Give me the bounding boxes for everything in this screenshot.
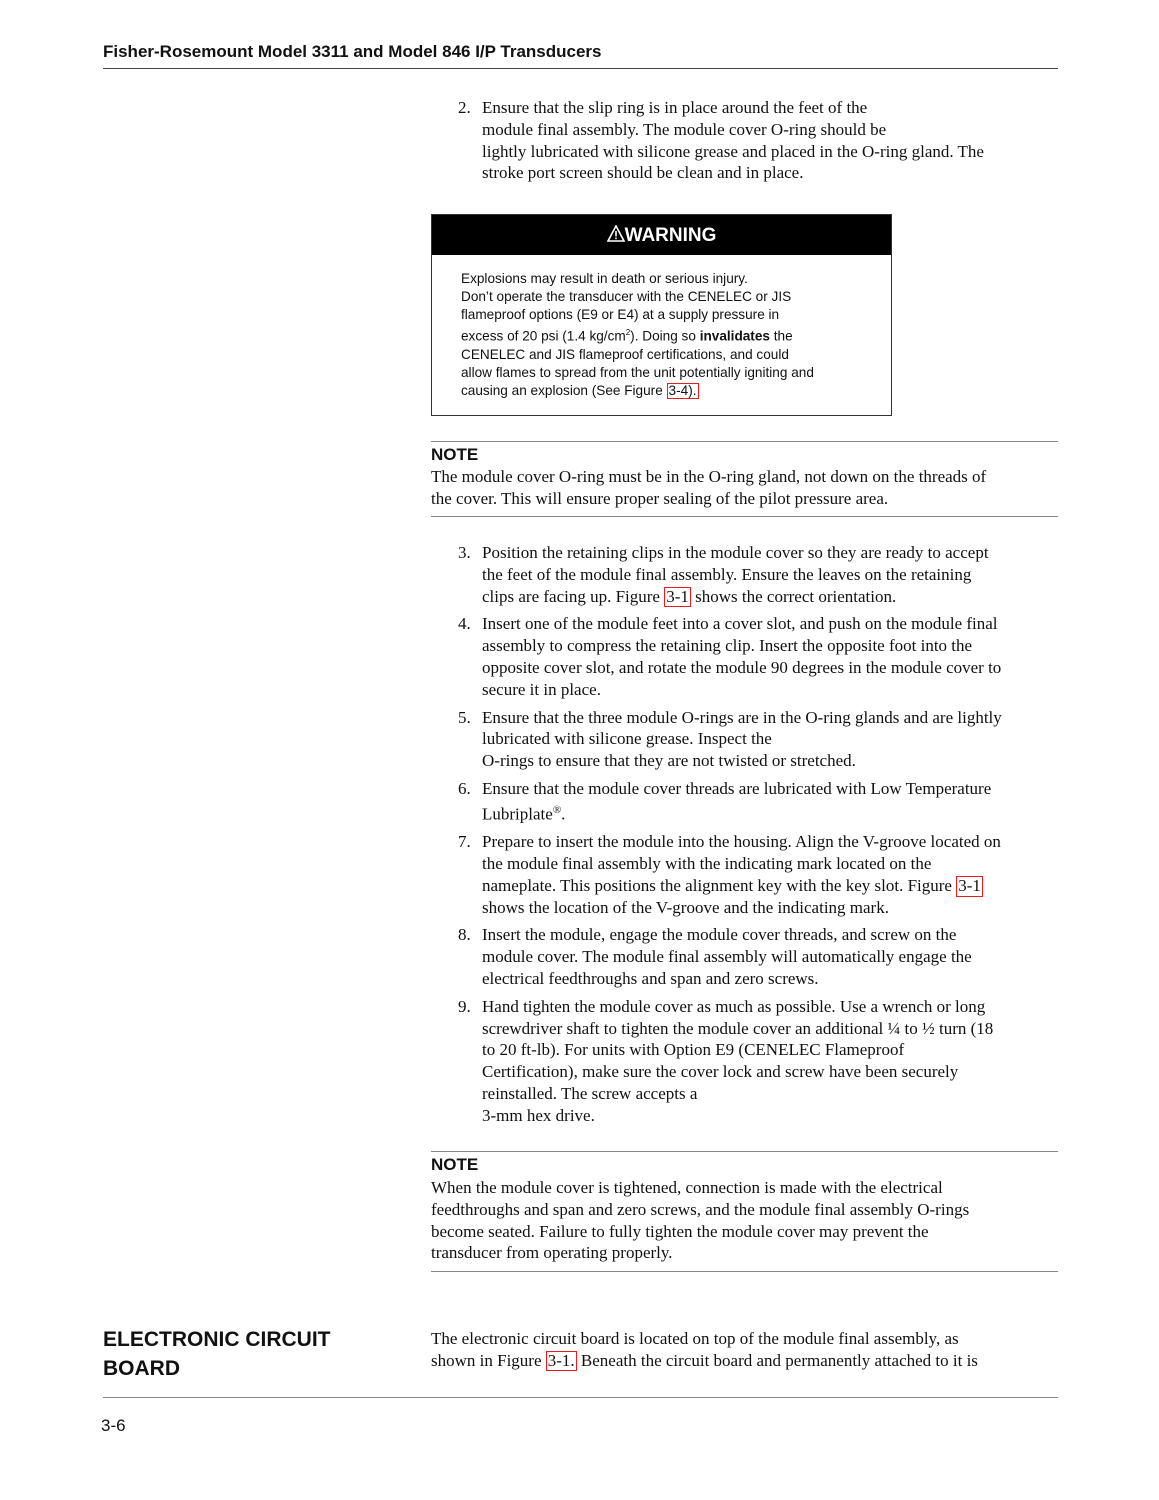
warning-line bbox=[461, 382, 814, 400]
warning-box bbox=[431, 214, 892, 416]
step-text: clips are facing up. Figure bbox=[482, 586, 665, 606]
note-bottom-rule bbox=[431, 516, 1058, 517]
figure-link[interactable]: 3-4). bbox=[668, 382, 697, 398]
note-line: the cover. This will ensure proper sealing of the pilot pressure area. bbox=[431, 488, 889, 508]
note-line: become seated. Failure to fully tighten the module cover may prevent the bbox=[431, 1221, 929, 1241]
note-body bbox=[431, 1177, 1061, 1264]
step-text-line: module final assembly. The module cover O-ring should be bbox=[482, 119, 887, 139]
step-text-line: Prepare to insert the module into the housing. Align the V-groove located on bbox=[482, 832, 1001, 852]
step-number: 4. bbox=[458, 614, 471, 634]
note-label: NOTE bbox=[431, 445, 479, 464]
step-text: . bbox=[561, 804, 566, 824]
note-line: The module cover O-ring must be in the O-ring gland, not down on the threads of bbox=[431, 467, 987, 486]
step-text: nameplate. This positions the alignment key with the key slot. Figure bbox=[482, 875, 957, 895]
step-number: 7. bbox=[458, 832, 471, 852]
figure-link[interactable]: 3-1 bbox=[666, 586, 689, 606]
note-label: NOTE bbox=[431, 1155, 479, 1174]
step-text-line bbox=[482, 586, 1061, 608]
step-text-line: opposite cover slot, and rotate the module 90 degrees in the module cover to bbox=[482, 657, 1002, 677]
section-heading bbox=[103, 1325, 331, 1383]
registered-mark: ® bbox=[552, 803, 562, 816]
warning-line: Explosions may result in death or serious injury. bbox=[461, 271, 748, 286]
body-text: shown in Figure bbox=[431, 1350, 546, 1370]
note-top-rule bbox=[431, 441, 1058, 442]
step-number: 9. bbox=[458, 996, 471, 1016]
step-2 bbox=[431, 97, 1061, 184]
warning-text: ). Doing so bbox=[630, 328, 700, 344]
step-text-line: O-rings to ensure that they are not twisted or stretched. bbox=[482, 751, 856, 771]
note-line: transducer from operating properly. bbox=[431, 1243, 673, 1263]
step-text-line: the feet of the module final assembly. Ensure the leaves on the retaining bbox=[482, 564, 972, 584]
step-text-line: the module final assembly with the indicating mark located on the bbox=[482, 854, 932, 874]
warning-title: WARNING bbox=[624, 225, 717, 246]
footer-rule bbox=[103, 1397, 1058, 1398]
step-number: 6. bbox=[458, 778, 471, 798]
step-text-line: Hand tighten the module cover as much as possible. Use a wrench or long bbox=[482, 996, 986, 1016]
warning-triangle-icon bbox=[607, 225, 625, 242]
warning-text: excess of 20 psi (1.4 kg/cm bbox=[461, 328, 626, 344]
step-text-line: Certification), make sure the cover lock and screw have been securely bbox=[482, 1062, 959, 1082]
page-header-title: Fisher-Rosemount Model 3311 and Model 846 I/P Transducers bbox=[103, 42, 602, 61]
warning-text: causing an explosion (See Figure bbox=[461, 382, 667, 398]
section-body bbox=[431, 1328, 978, 1372]
step-text-line: lightly lubricated with silicone grease and placed in the O-ring gland. The bbox=[482, 141, 984, 161]
warning-line: Don’t operate the transducer with the CENELEC or JIS bbox=[461, 289, 792, 304]
step-text-line: Position the retaining clips in the module cover so they are ready to accept bbox=[482, 543, 989, 562]
step-text-line: Ensure that the slip ring is in place around the feet of the bbox=[482, 98, 868, 117]
step-text-line: lubricated with silicone grease. Inspect the bbox=[482, 729, 772, 749]
warning-line: allow flames to spread from the unit potentially igniting and bbox=[461, 364, 814, 380]
steps-list bbox=[431, 542, 1061, 1133]
step-text-line: shows the location of the V-groove and the indicating mark. bbox=[482, 897, 889, 917]
body-text: Beneath the circuit board and permanently attached to it is bbox=[576, 1350, 978, 1370]
warning-header bbox=[432, 215, 891, 255]
step-text-line: secure it in place. bbox=[482, 679, 601, 699]
step-number: 8. bbox=[458, 925, 471, 945]
figure-link[interactable]: 3-1. bbox=[547, 1350, 575, 1370]
section-heading-line: BOARD bbox=[103, 1357, 180, 1380]
step-number: 3. bbox=[458, 543, 471, 562]
list-item bbox=[431, 996, 1061, 1127]
figure-link[interactable]: 3-1 bbox=[958, 875, 981, 895]
section-heading-line: ELECTRONIC CIRCUIT bbox=[103, 1328, 331, 1351]
list-item bbox=[431, 97, 1061, 184]
step-text-line: Insert the module, engage the module cover threads, and screw on the bbox=[482, 925, 957, 945]
list-item bbox=[431, 542, 1061, 607]
step-text-line: assembly to compress the retaining clip. Insert the opposite foot into the bbox=[482, 636, 973, 656]
step-text-line bbox=[482, 875, 1061, 897]
step-text-line: to 20 ft-lb). For units with Option E9 (CENELEC Flameproof bbox=[482, 1040, 905, 1060]
body-line bbox=[431, 1350, 978, 1372]
step-text-line: reinstalled. The screw accepts a bbox=[482, 1083, 698, 1103]
step-text-line: electrical feedthroughs and span and zero screws. bbox=[482, 969, 819, 988]
note-line: feedthroughs and span and zero screws, and the module final assembly O-rings bbox=[431, 1199, 970, 1219]
step-text-line: Ensure that the three module O-rings are in the O-ring glands and are lightly bbox=[482, 707, 1002, 727]
step-text-line bbox=[482, 800, 1061, 825]
warning-line: CENELEC and JIS flameproof certifications, and could bbox=[461, 346, 789, 362]
warning-text: the bbox=[769, 328, 793, 344]
step-number: 5. bbox=[458, 707, 471, 727]
step-text-line: module cover. The module final assembly will automatically engage the bbox=[482, 947, 972, 967]
emphasis-text: invalidates bbox=[699, 328, 770, 344]
list-item bbox=[431, 831, 1061, 918]
header-rule bbox=[103, 68, 1058, 69]
step-text: Lubriplate bbox=[482, 804, 553, 824]
step-text-line: Ensure that the module cover threads are lubricated with Low Temperature bbox=[482, 778, 992, 798]
step-text-line: 3-mm hex drive. bbox=[482, 1105, 595, 1125]
warning-body bbox=[461, 270, 814, 400]
step-text: shows the correct orientation. bbox=[690, 586, 897, 606]
list-item bbox=[431, 924, 1061, 989]
list-item bbox=[431, 707, 1061, 772]
note-top-rule bbox=[431, 1151, 1058, 1152]
note-bottom-rule bbox=[431, 1271, 1058, 1272]
warning-line: flameproof options (E9 or E4) at a supply pressure in bbox=[461, 307, 780, 322]
page-number: 3-6 bbox=[101, 1416, 126, 1435]
warning-line bbox=[461, 324, 814, 346]
note-body bbox=[431, 466, 1061, 510]
step-text-line: Insert one of the module feet into a cover slot, and push on the module final bbox=[482, 614, 998, 634]
body-line: The electronic circuit board is located on top of the module final assembly, as bbox=[431, 1329, 959, 1348]
step-text-line: stroke port screen should be clean and in place. bbox=[482, 163, 804, 183]
step-number: 2. bbox=[458, 98, 471, 117]
step-text-line: screwdriver shaft to tighten the module cover an additional ¼ to ½ turn (18 bbox=[482, 1018, 994, 1038]
superscript: 2 bbox=[625, 328, 631, 337]
note-line: When the module cover is tightened, connection is made with the electrical bbox=[431, 1178, 943, 1197]
list-item bbox=[431, 778, 1061, 825]
list-item bbox=[431, 613, 1061, 700]
